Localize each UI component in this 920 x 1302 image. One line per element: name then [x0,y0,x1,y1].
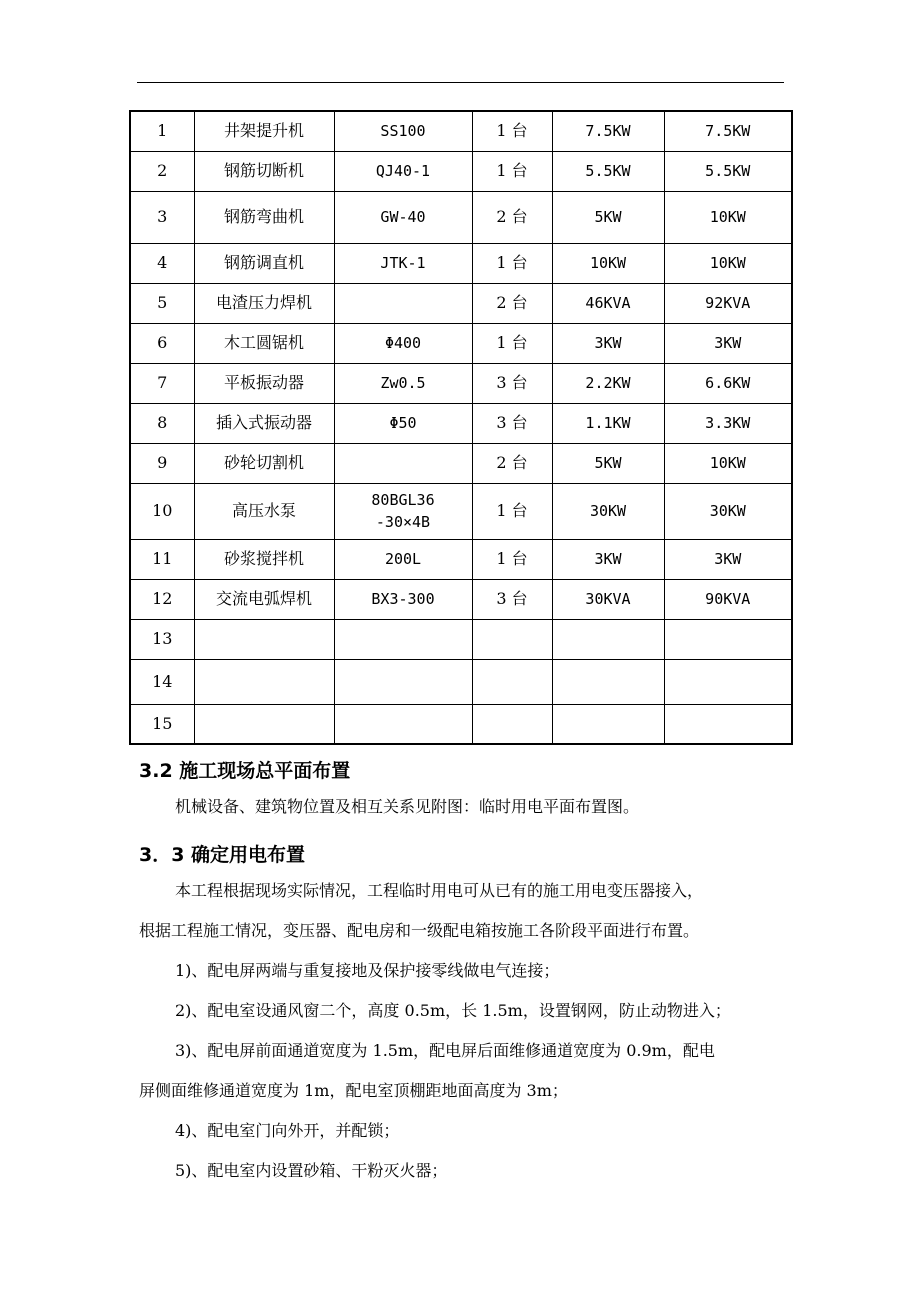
cell-qty: 1 台 [472,483,552,539]
table-row [130,283,792,323]
cell-qty [472,619,552,659]
cell-total [664,659,792,704]
cell-power: 46KVA [552,283,664,323]
equipment-table [129,110,793,745]
cell-qty: 2 台 [472,191,552,243]
cell-qty: 3 台 [472,363,552,403]
cell-qty: 2 台 [472,443,552,483]
table-row [130,659,792,704]
cell-total: 7.5KW [664,111,792,151]
cell-name: 木工圆锯机 [194,323,334,363]
cell-no: 6 [130,323,194,363]
cell-model: JTK-1 [334,243,472,283]
table-row [130,323,792,363]
cell-model: Φ400 [334,323,472,363]
cell-no: 8 [130,403,194,443]
cell-name: 钢筋弯曲机 [194,191,334,243]
cell-name: 电渣压力焊机 [194,283,334,323]
section-3-2-text: 机械设备、建筑物位置及相互关系见附图：临时用电平面布置图。 [175,797,640,816]
list-item: 4)、配电室门向外开，并配锁； [175,1121,400,1140]
cell-model [334,443,472,483]
cell-total [664,704,792,744]
cell-name [194,659,334,704]
cell-power [552,704,664,744]
table-row [130,619,792,659]
paragraph-line: 本工程根据现场实际情况，工程临时用电可从已有的施工用电变压器接入， [175,881,704,900]
cell-no: 3 [130,191,194,243]
cell-name [194,619,334,659]
cell-no: 12 [130,579,194,619]
table-row [130,363,792,403]
cell-total: 10KW [664,191,792,243]
list-item: 3)、配电屏前面通道宽度为 1.5m，配电屏后面维修通道宽度为 0.9m，配电 [175,1041,715,1060]
table-row [130,483,792,539]
cell-no: 11 [130,539,194,579]
table-row [130,443,792,483]
cell-power: 2.2KW [552,363,664,403]
cell-name [194,704,334,744]
cell-model: 200L [334,539,472,579]
cell-total: 10KW [664,243,792,283]
cell-model: QJ40-1 [334,151,472,191]
cell-power: 3KW [552,539,664,579]
cell-qty: 2 台 [472,283,552,323]
cell-total: 3KW [664,539,792,579]
cell-model: 80BGL36 -30×4B [334,483,472,539]
cell-qty: 1 台 [472,111,552,151]
cell-power: 30KW [552,483,664,539]
cell-total: 90KVA [664,579,792,619]
cell-total: 5.5KW [664,151,792,191]
cell-model [334,283,472,323]
table-row [130,539,792,579]
cell-name: 平板振动器 [194,363,334,403]
cell-total: 10KW [664,443,792,483]
cell-no: 14 [130,659,194,704]
cell-total: 3.3KW [664,403,792,443]
section-3-2-heading: 3.2 施工现场总平面布置 [139,760,351,782]
cell-no: 2 [130,151,194,191]
table-row [130,704,792,744]
cell-power [552,659,664,704]
cell-power: 30KVA [552,579,664,619]
cell-qty: 3 台 [472,403,552,443]
cell-no: 7 [130,363,194,403]
cell-no: 9 [130,443,194,483]
table-row [130,243,792,283]
cell-no: 15 [130,704,194,744]
cell-qty: 3 台 [472,579,552,619]
cell-power: 5KW [552,191,664,243]
cell-model: GW-40 [334,191,472,243]
cell-qty: 1 台 [472,323,552,363]
list-item: 5)、配电室内设置砂箱、干粉灭火器； [175,1161,448,1180]
paragraph-line: 根据工程施工情况，变压器、配电房和一级配电箱按施工各阶段平面进行布置。 [139,921,700,940]
table-row [130,151,792,191]
cell-model: Φ50 [334,403,472,443]
cell-name: 钢筋调直机 [194,243,334,283]
cell-power: 1.1KW [552,403,664,443]
cell-no: 13 [130,619,194,659]
cell-name: 砂浆搅拌机 [194,539,334,579]
list-item: 1)、配电屏两端与重复接地及保护接零线做电气连接； [175,961,560,980]
cell-total: 92KVA [664,283,792,323]
cell-no: 10 [130,483,194,539]
cell-qty [472,704,552,744]
cell-name: 高压水泵 [194,483,334,539]
cell-model: Zw0.5 [334,363,472,403]
header-rule [137,82,784,83]
cell-model [334,659,472,704]
cell-model [334,704,472,744]
cell-power [552,619,664,659]
cell-no: 5 [130,283,194,323]
cell-power: 5.5KW [552,151,664,191]
cell-qty: 1 台 [472,243,552,283]
cell-power: 3KW [552,323,664,363]
table-row [130,191,792,243]
cell-model: BX3-300 [334,579,472,619]
cell-power: 7.5KW [552,111,664,151]
cell-qty: 1 台 [472,539,552,579]
cell-total: 6.6KW [664,363,792,403]
table-row [130,403,792,443]
table-row [130,111,792,151]
list-item: 2)、配电室设通风窗二个，高度 0.5m，长 1.5m，设置钢网，防止动物进入； [175,1001,731,1020]
cell-qty: 1 台 [472,151,552,191]
cell-name: 插入式振动器 [194,403,334,443]
cell-name: 井架提升机 [194,111,334,151]
cell-total: 3KW [664,323,792,363]
cell-total: 30KW [664,483,792,539]
cell-qty [472,659,552,704]
cell-total [664,619,792,659]
cell-name: 交流电弧焊机 [194,579,334,619]
cell-model: SS100 [334,111,472,151]
cell-no: 1 [130,111,194,151]
cell-no: 4 [130,243,194,283]
cell-name: 砂轮切割机 [194,443,334,483]
section-3-3-heading: 3．3 确定用电布置 [139,844,306,866]
cell-model [334,619,472,659]
paragraph-line: 屏侧面维修通道宽度为 1m，配电室顶棚距地面高度为 3m； [139,1081,568,1100]
cell-name: 钢筋切断机 [194,151,334,191]
cell-power: 10KW [552,243,664,283]
cell-power: 5KW [552,443,664,483]
table-row [130,579,792,619]
